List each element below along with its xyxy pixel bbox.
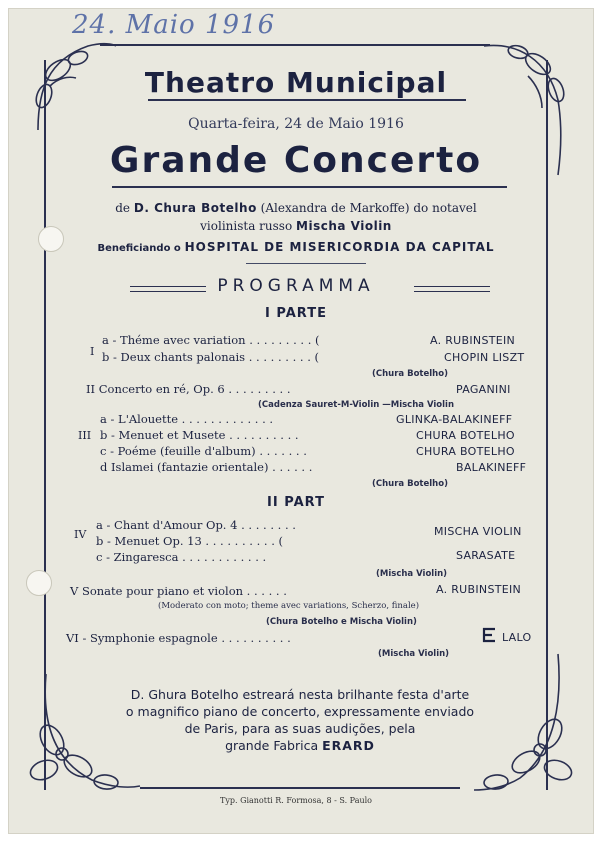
theatre-title: Theatro Municipal [144, 66, 448, 99]
item-iii-a-composer: GLINKA-BALAKINEFF [396, 413, 513, 426]
item-vi-performer: (Mischa Violin) [378, 649, 450, 659]
benefit-hospital: HOSPITAL DE MISERICORDIA DA CAPITAL [184, 240, 495, 254]
item-iv-b: b - Menuet Op. 13 . . . . . . . . . . ( [96, 534, 284, 548]
item-iv-performer: (Mischa Violin) [376, 569, 448, 579]
erard-brand: ERARD [322, 738, 375, 753]
part-one-heading: I PARTE [265, 306, 327, 321]
item-i-a-composer: A. RUBINSTEIN [430, 334, 516, 347]
concert-title-underline [112, 186, 507, 188]
frame-bottom-rule [140, 787, 460, 789]
footer-line-2: o magnifico piano de concerto, expressamente enviado [125, 704, 475, 719]
item-i-a: a - Théme avec variation . . . . . . . . . ( [102, 333, 320, 347]
footer-line-4 [60, 737, 540, 754]
footer-line-3: de Paris, para as suas audições, pela [184, 721, 416, 736]
item-iii-d: d Islamei (fantazie orientale) . . . . . . [100, 460, 313, 474]
programme-heading: PROGRAMMA [217, 276, 375, 296]
performers-line [44, 199, 548, 235]
item-iv-composer-1: MISCHA VIOLIN [434, 525, 522, 538]
item-v-composer: A. RUBINSTEIN [436, 583, 522, 596]
item-iii-numeral: III [78, 429, 92, 442]
item-v-performers: (Chura Botelho e Mischa Violin) [266, 617, 417, 627]
item-iii-a: a - L'Alouette . . . . . . . . . . . . . [100, 412, 274, 426]
benefit-prefix: Beneficiando o [97, 243, 181, 254]
item-i-b-composer: CHOPIN LISZT [444, 351, 525, 364]
concert-title: Grande Concerto [109, 140, 483, 181]
item-iv-composer-2: SARASATE [456, 549, 516, 562]
violinist-name: Mischa Violin [296, 219, 392, 233]
item-iii-b: b - Menuet et Musete . . . . . . . . . . [100, 428, 299, 442]
item-ii: II Concerto en ré, Op. 6 . . . . . . . . . [86, 382, 291, 396]
footer-line-4-prefix: grande Fabrica [225, 738, 319, 753]
item-i-performer: (Chura Botelho) [372, 369, 448, 379]
violinist-prefix: violinista russo [200, 219, 293, 233]
e-monogram-icon [480, 626, 498, 644]
by-prefix: de [115, 201, 131, 215]
item-ii-composer: PAGANINI [456, 383, 511, 396]
item-iii-c: c - Poéme (feuille d'album) . . . . . . . [100, 444, 307, 458]
punch-hole-lower [26, 570, 52, 596]
programme-rule-right [414, 286, 490, 292]
item-iv-c: c - Zingaresca . . . . . . . . . . . . [96, 550, 267, 564]
printer-credit: Typ. Gianotti R. Formosa, 8 - S. Paulo [220, 796, 372, 805]
item-ii-cadenza: (Cadenza Sauret-M-Violin —Mischa Violin [258, 400, 455, 410]
item-i-b: b - Deux chants palonais . . . . . . . . . ( [102, 350, 320, 364]
performer-alias: (Alexandra de Markoffe) do notavel [260, 201, 477, 215]
concert-date: Quarta-feira, 24 de Maio 1916 [188, 116, 404, 132]
item-iii-c-composer: CHURA BOTELHO [416, 445, 515, 458]
item-i-numeral: I [90, 345, 95, 358]
item-iv-numeral: IV [74, 528, 87, 541]
item-iv-a: a - Chant d'Amour Op. 4 . . . . . . . . [96, 518, 296, 532]
handwritten-date: 24. Maio 1916 [72, 10, 276, 40]
part-two-heading: II PART [267, 495, 325, 510]
item-iii-b-composer: CHURA BOTELHO [416, 429, 515, 442]
item-iii-performer: (Chura Botelho) [372, 479, 448, 489]
frame-top-rule [100, 44, 490, 46]
item-v-movements: (Moderato con moto; theme avec variations, Scherzo, finale) [158, 601, 420, 611]
divider-rule [246, 263, 366, 264]
footer-line-1: D. Ghura Botelho estreará nesta brilhante festa d'arte [130, 687, 470, 702]
item-vi: VI - Symphonie espagnole . . . . . . . . . . [66, 631, 291, 645]
item-vi-composer: LALO [502, 631, 532, 644]
benefit-line [44, 240, 548, 254]
item-v: V Sonate pour piano et violon . . . . . . [70, 584, 287, 598]
performer-name: D. Chura Botelho [133, 201, 257, 215]
title-underline [148, 99, 466, 101]
item-iii-d-composer: BALAKINEFF [456, 461, 527, 474]
